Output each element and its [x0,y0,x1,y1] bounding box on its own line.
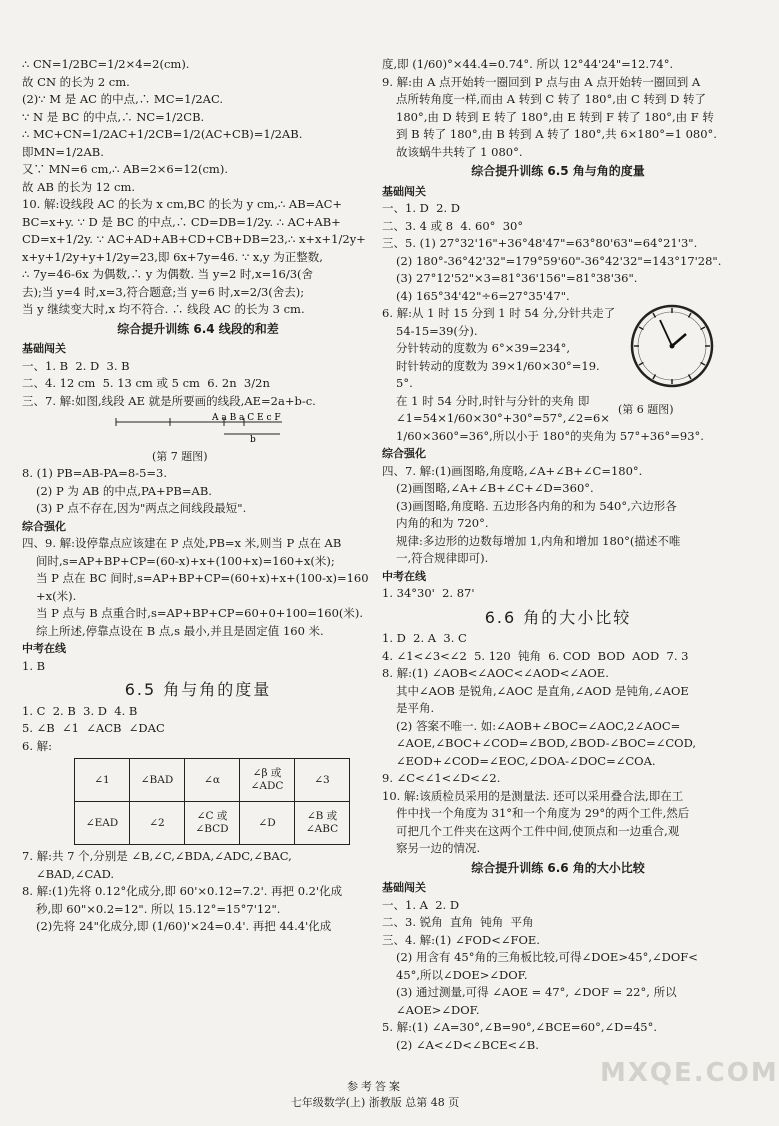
text-line: 件中找一个角度为 31°和一个角度为 29°的两个工件,然后 [396,806,690,820]
text-line: 7. 解:共 7 个,分别是 ∠B,∠C,∠BDA,∠ADC,∠BAC, [22,849,292,863]
subsection-label: 基础闯关 [382,881,426,894]
text-line: BC=x+y. ∵ D 是 BC 的中点,∴ CD=DB=1/2y. ∴ AC+AB+ [22,214,341,229]
text-line: (2)画图略,∠A+∠B+∠C+∠D=360°. [396,481,594,495]
text-line: 三、4. 解:(1) ∠FOD<∠FOE. [382,932,540,947]
text-line: 一、1. B 2. D 3. B [22,358,130,373]
table-cell: ∠β 或∠ADC [240,759,295,802]
table-cell: ∠2 [130,802,185,845]
text-line: (2) 用含有 45°角的三角板比较,可得∠DOE>45°,∠DOF< [396,950,698,964]
text-line: 一、1. D 2. D [382,201,461,215]
text-line: 8. (1) PB=AB-PA=8-5=3. [22,466,168,480]
text-line: (2) P 为 AB 的中点,PA+PB=AB. [36,483,212,498]
text-line: 到 B 转了 180°,由 B 转到 A 转了 180°,共 6×180°=1 080°. [396,127,717,141]
section-heading-6-6: 综合提升训练 6.6 角的大小比较 [471,860,645,875]
text-line: (2)先将 24"化成分,即 (1/60)'×24=0.4'. 再把 44.4'化成 [36,919,332,933]
left-column [22,56,374,936]
footer-page-info: 七年级数学(上) 浙教版 总第 48 页 [290,1096,460,1109]
text-line: 规律:多边形的边数每增加 1,内角和增加 180°(描述不唯 [396,533,681,548]
text-line: ∠BAD,∠CAD. [36,866,115,881]
table-cell: ∠B 或∠ABC [295,802,350,845]
text-line: 9. 解:由 A 点开始转一圈回到 P 点与由 A 点开始转一圈回到 A [382,74,701,89]
text-line: (2) 答案不唯一. 如:∠AOB+∠BOC=∠AOC,2∠AOC= [396,718,681,733]
right-column [382,56,734,1054]
text-line: 54-15=39(分). [396,323,478,338]
text-line: (2) ∠A<∠D<∠BCE<∠B. [396,1037,539,1052]
text-line: (2) 180°-36°42'32"=179°59'60"-36°42'32"=143°17'28". [396,253,722,268]
subsection-label: 中考在线 [22,642,66,655]
text-line: 是平角. [396,701,435,715]
text-line: ∠EOD+∠COD=∠EOC,∠DOA-∠DOC=∠COA. [396,753,656,768]
watermark: MXQE.COM [600,1058,779,1088]
text-line: 1/60×360°=36°,所以小于 180°的夹角为 57°+36°=93°. [396,428,704,443]
text-line: 4. ∠1<∠3<∠2 5. 120 钝角 6. COD BOD AOD 7. 3 [382,648,689,663]
text-line: 1. B [22,658,46,673]
text-line: 10. 解:该质检员采用的是测量法. 还可以采用叠合法,即在工 [382,788,684,803]
text-line: 分针转动的度数为 6°×39=234°, [396,341,570,355]
table-cell: ∠BAD [130,759,185,802]
text-line: ∴ 7y=46-6x 为偶数,∴ y 为偶数. 当 y=2 时,x=16/3(舍 [22,267,314,281]
text-line: 内角的和为 720°. [396,516,489,530]
text-line: 45°,所以∠DOE>∠DOF. [396,967,528,982]
text-line: 其中∠AOB 是锐角,∠AOC 是直角,∠AOD 是钝角,∠AOE [396,683,689,698]
text-line: 1. D 2. A 3. C [382,631,467,645]
text-line: ∠AOE>∠DOF. [396,1002,480,1017]
subsection-label: 基础闯关 [22,342,66,355]
table-cell: ∠C 或∠BCD [185,802,240,845]
text-line: 6. 解: [22,738,53,753]
text-line: 8. 解:(1)先将 0.12°化成分,即 60'×0.12=7.2'. 再把 0.2'化成 [22,884,343,898]
text-line: 三、5. (1) 27°32'16"+36°48'47"=63°80'63"=64°21'3". [382,236,698,250]
text-line: 二、4. 12 cm 5. 13 cm 或 5 cm 6. 2n 3/2n [22,376,270,390]
text-line: 去);当 y=4 时,x=3,符合题意;当 y=6 时,x=2/3(舍去); [22,284,305,299]
text-line: (3) 27°12'52"×3=81°36'156"=81°38'36". [396,271,638,285]
subsection-label: 综合强化 [22,519,66,533]
text-line: 6. 解:从 1 时 15 分到 1 时 54 分,分针共走了 [382,306,616,320]
subsection-label: 综合强化 [382,447,426,460]
chapter-heading-6-5: 6.5 角与角的度量 [124,680,272,699]
segment-b-label: b [250,435,256,445]
text-line: 5. 解:(1) ∠A=30°,∠B=90°,∠BCE=60°,∠D=45°. [382,1020,658,1034]
footer-title: 参考答案 [347,1080,403,1093]
text-line: 间时,s=AP+BP+CP=(60-x)+x+(100+x)=160+x(米); [36,553,335,568]
text-line: 可把几个工件夹在这两个工件中间,使顶点和一边重合,观 [396,823,680,838]
text-line: 秒,即 60"×0.2=12". 所以 15.12°=15°7'12". [36,901,281,916]
text-line: 四、9. 解:设停靠点应该建在 P 点处,PB=x 米,则当 P 点在 AB [22,536,342,550]
text-line: 8. 解:(1) ∠AOB<∠AOC<∠AOD<∠AOE. [382,666,609,680]
text-line: 即MN=1/2AB. [22,144,104,159]
segment-diagram [112,412,302,445]
text-line: CD=x+1/2y. ∵ AC+AD+AB+CD+CB+DB=23,∴ x+x+1/2y+ [22,232,366,246]
clock-icon [620,302,730,398]
table-cell: ∠EAD [75,802,130,845]
figure-caption: (第 6 题图) [618,403,674,416]
text-line: (3) 通过测量,可得 ∠AOE = 47°, ∠DOF = 22°, 所以 [396,985,677,999]
text-line: 1. C 2. B 3. D 4. B [22,703,138,718]
text-line: 180°,由 D 转到 E 转了 180°,由 E 转到 F 转了 180°,由 F 转 [396,109,714,124]
chapter-heading-6-6: 6.6 角的大小比较 [484,607,632,627]
segment-labels: A a B a C E c F [212,413,281,423]
text-line: 又∵ MN=6 cm,∴ AB=2×6=12(cm). [22,162,228,176]
text-line: x+y+1/2y+y+1/2y=23,即 6x+7y=46. ∵ x,y 为正整数, [22,249,323,264]
text-line: (3)画图略,角度略. 五边形各内角的和为 540°,六边形各 [396,498,677,513]
clock-figure [620,302,730,417]
text-line: ∠AOE,∠BOC+∠COD=∠BOD,∠BOD-∠BOC=∠COD, [396,736,697,750]
text-line: 时针转动的度数为 39×1/60×30°=19.5°. [396,358,600,390]
text-line: 一、1. A 2. D [382,897,460,912]
text-line: 察另一边的情况. [396,841,481,855]
text-line: (3) P 点不存在,因为"两点之间线段最短". [36,501,247,515]
text-line: 5. ∠B ∠1 ∠ACB ∠DAC [22,721,165,735]
text-line: 当 P 点在 BC 间时,s=AP+BP+CP=(60+x)+x+(100-x)=160+x(米). [36,571,369,603]
table-cell: ∠1 [75,759,130,802]
text-line: ∠1=54×1/60×30°+30°=57°,∠2=6× [396,411,610,425]
text-line: ∴ CN=1/2BC=1/2×4=2(cm). [22,57,190,71]
text-line: 10. 解:设线段 AC 的长为 x cm,BC 的长为 y cm,∴ AB=AC+ [22,197,343,211]
text-line: 点所转角度一样,而由 A 转到 C 转了 180°,由 C 转到 D 转了 [396,92,707,106]
text-line: 综上所述,停靠点设在 B 点,s 最小,并且是固定值 160 米. [36,623,324,638]
text-line: 当 y 继续变大时,x 均不符合. ∴ 线段 AC 的长为 3 cm. [22,302,305,316]
text-line: 在 1 时 54 分时,时针与分针的夹角 即 [396,393,590,408]
section-heading-6-5: 综合提升训练 6.5 角与角的度量 [471,164,645,178]
text-line: 四、7. 解:(1)画图略,角度略,∠A+∠B+∠C=180°. [382,463,643,478]
subsection-label: 中考在线 [382,569,426,583]
angle-table [74,758,350,845]
text-line: 度,即 (1/60)°×44.4=0.74°. 所以 12°44'24"=12.74°. [382,57,674,71]
text-line: ∴ MC+CN=1/2AC+1/2CB=1/2(AC+CB)=1/2AB. [22,127,303,141]
table-cell: ∠D [240,802,295,845]
table-cell: ∠3 [295,759,350,802]
subsection-label: 基础闯关 [382,184,426,198]
section-heading-6-4: 综合提升训练 6.4 线段的和差 [117,321,279,336]
text-line: 1. 34°30' 2. 87' [382,586,475,600]
table-cell: ∠α [185,759,240,802]
text-line: (2)∵ M 是 AC 的中点,∴ MC=1/2AC. [22,92,223,106]
text-line: ∵ N 是 BC 的中点,∴ NC=1/2CB. [22,109,205,124]
text-line: 故 AB 的长为 12 cm. [22,179,136,194]
text-line: 9. ∠C<∠1<∠D<∠2. [382,771,501,785]
text-line: 故该蜗牛共转了 1 080°. [396,144,523,159]
text-line: 三、7. 解:如图,线段 AE 就是所要画的线段,AE=2a+b-c. [22,393,316,408]
segment-figure [112,412,374,465]
text-line: 二、3. 锐角 直角 钝角 平角 [382,915,534,929]
text-line: 故 CN 的长为 2 cm. [22,74,130,89]
text-line: (4) 165°34'42"÷6=27°35'47". [396,288,570,303]
text-line: 二、3. 4 或 8 4. 60° 30° [382,218,524,233]
text-line: 一,符合规律即可). [396,551,489,565]
text-line: 当 P 点与 B 点重合时,s=AP+BP+CP=60+0+100=160(米). [36,606,364,620]
figure-caption: (第 7 题图) [152,449,208,463]
